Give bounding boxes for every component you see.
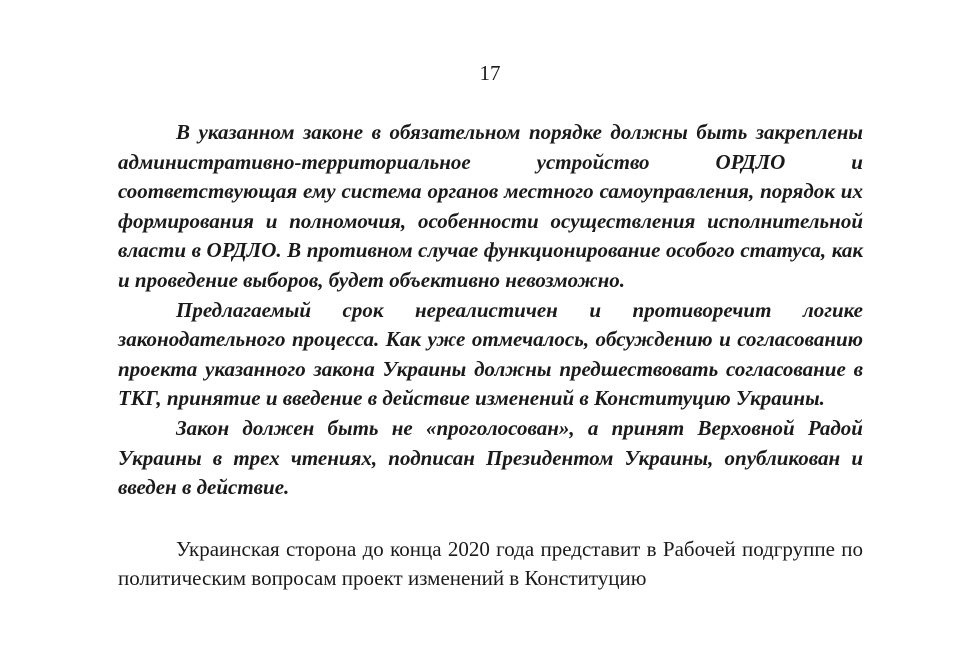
- paragraph-spacer: [118, 503, 863, 535]
- paragraph-ukrainian-side: Украинская сторона до конца 2020 года представит в Рабочей подгруппе по политическим вопросам проект изменений в Конституцию: [118, 536, 863, 591]
- paragraph-unrealistic-term: Предлагаемый срок нереалистичен и противоречит логике законодательного процесса. Как уже отмечалось, обсуждению и согласованию проекта указанного закона Украины должны предшествовать согласование в ТКГ, принятие и введение в действие изменений в Конституцию Украины.: [118, 297, 863, 411]
- document-body: [118, 118, 863, 594]
- paragraph-law-requirements: В указанном законе в обязательном порядке должны быть закреплены административно-территориальное устройство ОРДЛО и соответствующая ему система органов местного самоуправления, порядок их формирования и полномочия, особенности осуществления исполнительной власти в ОРДЛО. В противном случае функционирование особого статуса, как и проведение выборов, будет объективно невозможно.: [118, 120, 863, 292]
- page-number: 17: [479, 61, 501, 85]
- paragraph-law-adoption: Закон должен быть не «проголосован», а принят Верховной Радой Украины в трех чтениях, подписан Президентом Украины, опубликован и введен в действие.: [118, 415, 863, 500]
